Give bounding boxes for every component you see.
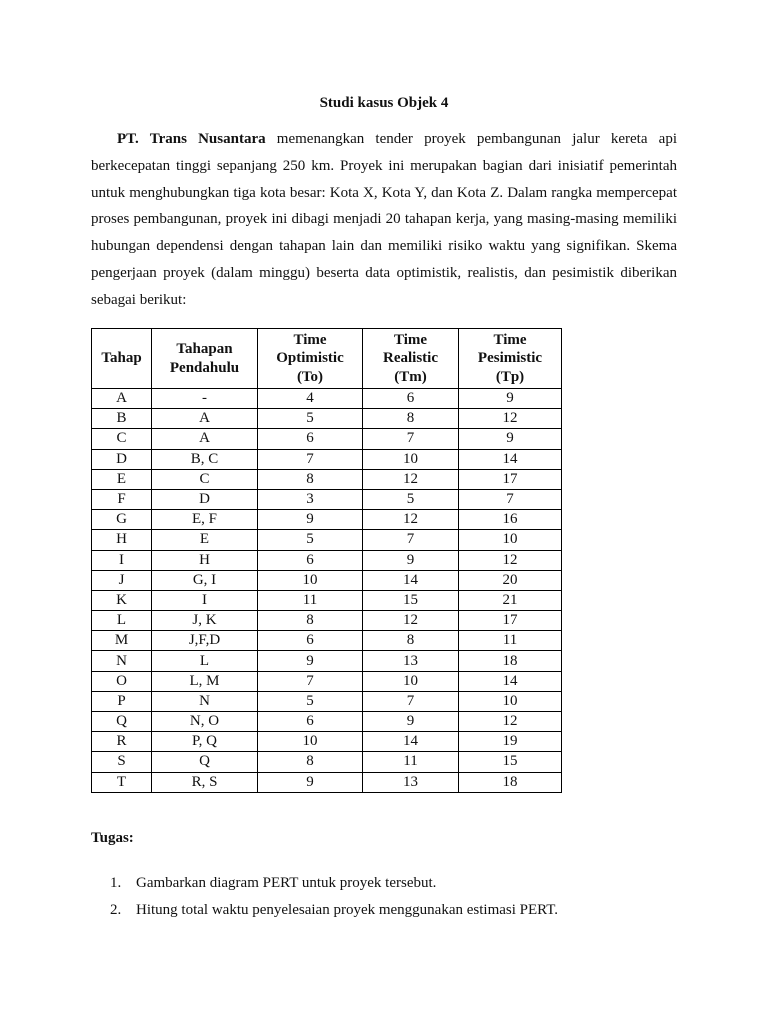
- task-item: [110, 873, 558, 900]
- cell-time-optimistic: 5: [258, 691, 363, 711]
- cell-time-optimistic: 6: [258, 429, 363, 449]
- cell-time-realistic: 7: [363, 429, 459, 449]
- cell-pendahulu: N: [152, 691, 258, 711]
- cell-time-pesimistic: 14: [459, 449, 562, 469]
- header-line: Time: [393, 331, 428, 348]
- cell-tahap: P: [92, 691, 152, 711]
- table-row: [92, 611, 562, 631]
- cell-pendahulu: G, I: [152, 570, 258, 590]
- cell-time-optimistic: 6: [258, 712, 363, 732]
- cell-tahap: H: [92, 530, 152, 550]
- cell-pendahulu: Q: [152, 752, 258, 772]
- cell-pendahulu: E: [152, 530, 258, 550]
- table-header-row: [92, 329, 562, 389]
- header-line: Pendahulu: [169, 359, 240, 376]
- cell-pendahulu: A: [152, 429, 258, 449]
- cell-time-optimistic: 8: [258, 469, 363, 489]
- header-line: Pesimistic: [477, 350, 543, 367]
- cell-time-realistic: 14: [363, 570, 459, 590]
- cell-pendahulu: B, C: [152, 449, 258, 469]
- cell-tahap: D: [92, 449, 152, 469]
- cell-tahap: K: [92, 590, 152, 610]
- cell-pendahulu: C: [152, 469, 258, 489]
- table-row: [92, 631, 562, 651]
- table-row: [92, 530, 562, 550]
- cell-tahap: G: [92, 510, 152, 530]
- cell-time-optimistic: 7: [258, 449, 363, 469]
- table-row: [92, 429, 562, 449]
- table-row: [92, 409, 562, 429]
- cell-time-optimistic: 6: [258, 631, 363, 651]
- cell-time-pesimistic: 19: [459, 732, 562, 752]
- document-title: Studi kasus Objek 4: [319, 95, 449, 111]
- cell-time-realistic: 13: [363, 772, 459, 792]
- task-text: Hitung total waktu penyelesaian proyek menggunakan estimasi PERT.: [136, 902, 559, 918]
- cell-pendahulu: J,F,D: [152, 631, 258, 651]
- cell-tahap: R: [92, 732, 152, 752]
- cell-time-pesimistic: 7: [459, 489, 562, 509]
- cell-time-pesimistic: 17: [459, 611, 562, 631]
- company-name: PT. Trans Nusantara: [117, 131, 266, 147]
- cell-time-pesimistic: 9: [459, 429, 562, 449]
- table-row: [92, 732, 562, 752]
- table-row: [92, 590, 562, 610]
- table-row: [92, 570, 562, 590]
- cell-pendahulu: R, S: [152, 772, 258, 792]
- cell-time-pesimistic: 18: [459, 651, 562, 671]
- header-line: (Tm): [394, 368, 427, 385]
- cell-tahap: A: [92, 389, 152, 409]
- cell-time-pesimistic: 18: [459, 772, 562, 792]
- cell-time-realistic: 11: [363, 752, 459, 772]
- cell-pendahulu: N, O: [152, 712, 258, 732]
- header-line: Optimistic: [276, 350, 344, 367]
- cell-pendahulu: D: [152, 489, 258, 509]
- table-body: [92, 389, 562, 793]
- cell-time-pesimistic: 12: [459, 712, 562, 732]
- cell-tahap: E: [92, 469, 152, 489]
- cell-time-realistic: 15: [363, 590, 459, 610]
- cell-time-realistic: 7: [363, 691, 459, 711]
- cell-time-optimistic: 7: [258, 671, 363, 691]
- cell-time-realistic: 9: [363, 712, 459, 732]
- task-text: Gambarkan diagram PERT untuk proyek tersebut.: [136, 875, 437, 891]
- cell-time-optimistic: 11: [258, 590, 363, 610]
- cell-time-pesimistic: 16: [459, 510, 562, 530]
- cell-time-realistic: 6: [363, 389, 459, 409]
- table-row: [92, 489, 562, 509]
- cell-time-pesimistic: 12: [459, 550, 562, 570]
- intro-text: memenangkan tender proyek pembangunan jalur kereta api berkecepatan tinggi sepanjang 250 km. Proyek ini merupakan bagian dari inisiatif pemerintah untuk menghubungkan tiga kota besar: Kota X, Kota Y, dan Kota Z. Dalam rangka mempercepat proses pembangunan, proyek ini dibagi menjadi 20 tahapan kerja, yang masing-masing memiliki hubungan dependensi dengan tahapan lain dan memiliki risiko waktu yang signifikan. Skema pengerjaan proyek (dalam minggu) beserta data optimistik, realistis, dan pesimistik diberikan sebagai berikut:: [91, 131, 678, 308]
- header-line: (Tp): [495, 368, 525, 385]
- cell-time-pesimistic: 12: [459, 409, 562, 429]
- cell-time-pesimistic: 10: [459, 530, 562, 550]
- cell-time-realistic: 10: [363, 671, 459, 691]
- intro-paragraph: [91, 126, 677, 314]
- cell-pendahulu: H: [152, 550, 258, 570]
- table-row: [92, 550, 562, 570]
- cell-time-pesimistic: 21: [459, 590, 562, 610]
- cell-tahap: I: [92, 550, 152, 570]
- cell-time-realistic: 5: [363, 489, 459, 509]
- cell-time-realistic: 13: [363, 651, 459, 671]
- header-time-pesimistic: [459, 329, 562, 389]
- table-row: [92, 671, 562, 691]
- cell-pendahulu: E, F: [152, 510, 258, 530]
- cell-time-optimistic: 5: [258, 409, 363, 429]
- cell-time-pesimistic: 15: [459, 752, 562, 772]
- header-tahapan-pendahulu: [152, 329, 258, 389]
- cell-time-pesimistic: 11: [459, 631, 562, 651]
- table-row: [92, 389, 562, 409]
- cell-pendahulu: I: [152, 590, 258, 610]
- task-list: [110, 873, 558, 927]
- header-line: Realistic: [383, 350, 438, 367]
- table-row: [92, 449, 562, 469]
- cell-time-realistic: 8: [363, 631, 459, 651]
- cell-time-optimistic: 3: [258, 489, 363, 509]
- cell-time-optimistic: 10: [258, 570, 363, 590]
- cell-time-optimistic: 6: [258, 550, 363, 570]
- cell-time-realistic: 14: [363, 732, 459, 752]
- cell-time-realistic: 9: [363, 550, 459, 570]
- header-line: Tahap: [101, 350, 142, 367]
- cell-tahap: N: [92, 651, 152, 671]
- header-tahap: [92, 329, 152, 389]
- table-row: [92, 691, 562, 711]
- cell-tahap: C: [92, 429, 152, 449]
- header-line: Time: [493, 331, 527, 348]
- cell-tahap: B: [92, 409, 152, 429]
- cell-time-pesimistic: 17: [459, 469, 562, 489]
- cell-time-optimistic: 10: [258, 732, 363, 752]
- cell-pendahulu: -: [152, 389, 258, 409]
- cell-tahap: T: [92, 772, 152, 792]
- cell-pendahulu: P, Q: [152, 732, 258, 752]
- cell-time-pesimistic: 9: [459, 389, 562, 409]
- table-row: [92, 712, 562, 732]
- tasks-heading: Tugas:: [91, 830, 134, 846]
- cell-pendahulu: L, M: [152, 671, 258, 691]
- cell-tahap: J: [92, 570, 152, 590]
- cell-time-optimistic: 8: [258, 752, 363, 772]
- table-row: [92, 510, 562, 530]
- cell-tahap: Q: [92, 712, 152, 732]
- cell-time-optimistic: 8: [258, 611, 363, 631]
- pert-data-table: [91, 328, 562, 793]
- cell-tahap: F: [92, 489, 152, 509]
- cell-time-pesimistic: 10: [459, 691, 562, 711]
- header-line: Time: [293, 331, 327, 348]
- cell-tahap: O: [92, 671, 152, 691]
- cell-pendahulu: J, K: [152, 611, 258, 631]
- cell-time-realistic: 12: [363, 469, 459, 489]
- table-row: [92, 772, 562, 792]
- cell-time-realistic: 12: [363, 510, 459, 530]
- cell-time-optimistic: 5: [258, 530, 363, 550]
- cell-pendahulu: A: [152, 409, 258, 429]
- table-row: [92, 752, 562, 772]
- cell-time-pesimistic: 14: [459, 671, 562, 691]
- cell-time-optimistic: 4: [258, 389, 363, 409]
- cell-tahap: M: [92, 631, 152, 651]
- cell-time-optimistic: 9: [258, 651, 363, 671]
- cell-time-optimistic: 9: [258, 510, 363, 530]
- cell-pendahulu: L: [152, 651, 258, 671]
- header-time-realistic: [363, 329, 459, 389]
- cell-tahap: L: [92, 611, 152, 631]
- cell-time-realistic: 12: [363, 611, 459, 631]
- task-number: 1.: [110, 875, 122, 891]
- cell-time-realistic: 10: [363, 449, 459, 469]
- task-number: 2.: [110, 902, 122, 918]
- table-row: [92, 651, 562, 671]
- task-item: [110, 900, 558, 927]
- cell-time-realistic: 8: [363, 409, 459, 429]
- header-line: (To): [296, 368, 324, 385]
- cell-time-realistic: 7: [363, 530, 459, 550]
- cell-time-pesimistic: 20: [459, 570, 562, 590]
- header-time-optimistic: [258, 329, 363, 389]
- table-row: [92, 469, 562, 489]
- header-line: Tahapan: [176, 341, 233, 357]
- cell-time-optimistic: 9: [258, 772, 363, 792]
- cell-tahap: S: [92, 752, 152, 772]
